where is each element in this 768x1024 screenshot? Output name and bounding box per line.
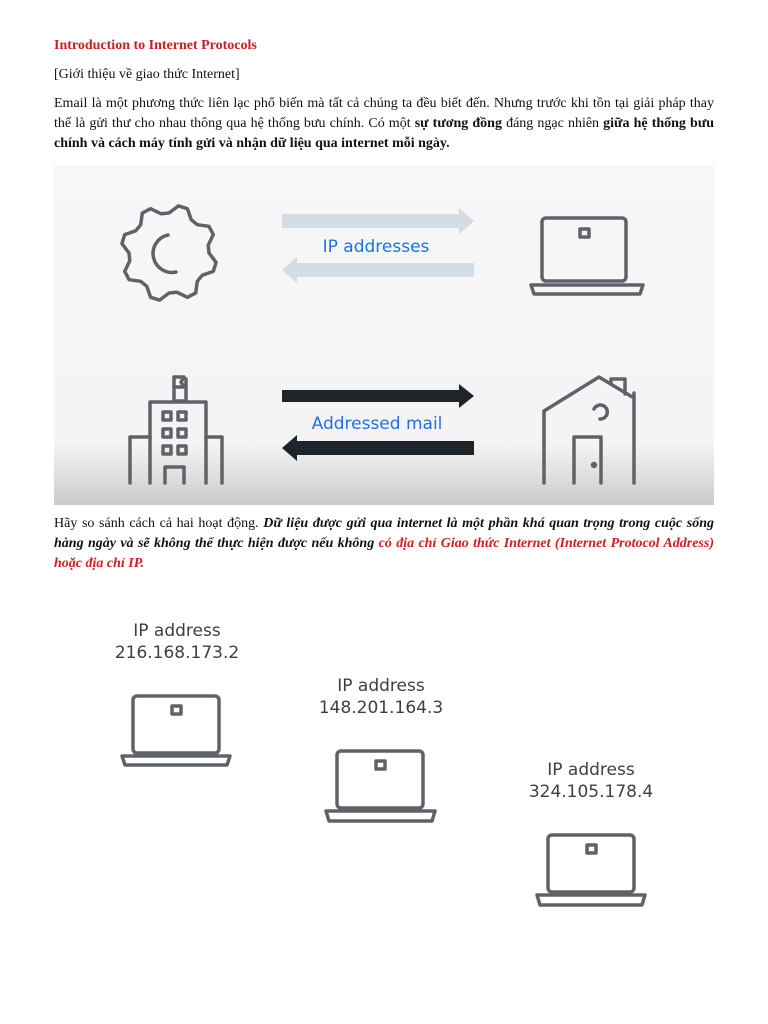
intro-paragraph xyxy=(54,94,714,154)
intro-bold-2: giữa hệ thống bưu chính và cách máy tính gửi và nhận dữ liệu qua internet mỗi ngày. xyxy=(54,116,715,151)
page-heading: Introduction to Internet Protocols xyxy=(54,38,257,53)
intro-text-1: Email là một phương thức liên lạc phổ biến mà tất cả chúng ta đều biết đến. Nhưng trước khi tồn tại giải pháp thay thế là gửi thư cho nhau thông qua hệ thống bưu chính. Có một xyxy=(54,96,714,131)
ip-addresses-label: IP addresses xyxy=(322,237,430,257)
computer-2-label: IP address xyxy=(337,676,425,696)
computer-3-label: IP address xyxy=(547,760,635,780)
analogy-illustration xyxy=(54,165,714,505)
comparison-red-bold-italic: có địa chỉ Giao thức Internet (Internet Protocol Address) hoặc địa chỉ IP. xyxy=(54,536,714,571)
building-icon xyxy=(130,377,222,483)
computer-1-label: IP address xyxy=(133,621,221,641)
computer-2-address: 148.201.164.3 xyxy=(318,698,444,718)
arrow-right-dark xyxy=(282,384,474,408)
computer-1 xyxy=(115,621,239,765)
laptop-icon xyxy=(531,218,643,294)
analogy-figure xyxy=(54,165,714,505)
page-subheading: [Giới thiệu về giao thức Internet] xyxy=(54,67,240,82)
laptop-icon xyxy=(537,835,645,905)
arrow-left-dark xyxy=(282,435,474,461)
comparison-text: Hãy so sánh cách cả hai hoạt động. xyxy=(54,516,264,531)
laptop-icon xyxy=(326,751,435,821)
ip-address-figure xyxy=(54,600,714,930)
arrow-right-light xyxy=(282,208,474,234)
computer-1-address: 216.168.173.2 xyxy=(114,643,240,663)
computer-3 xyxy=(529,760,653,905)
laptop-icon xyxy=(122,696,230,765)
gear-icon xyxy=(122,206,216,300)
ip-address-illustration xyxy=(54,600,714,930)
addressed-mail-label: Addressed mail xyxy=(311,414,443,434)
house-icon xyxy=(544,377,634,483)
comparison-bold-italic: Dữ liệu được gửi qua internet là một phần khá quan trọng trong cuộc sống hàng ngày và sẽ không thể thực hiện được nếu không xyxy=(54,516,714,551)
comparison-paragraph xyxy=(54,514,714,574)
computer-3-address: 324.105.178.4 xyxy=(528,782,654,802)
arrow-left-light xyxy=(282,257,474,283)
intro-text-2: đáng ngạc nhiên xyxy=(501,116,604,131)
computer-2 xyxy=(319,676,443,821)
intro-bold-1: sự tương đồng xyxy=(414,116,502,131)
